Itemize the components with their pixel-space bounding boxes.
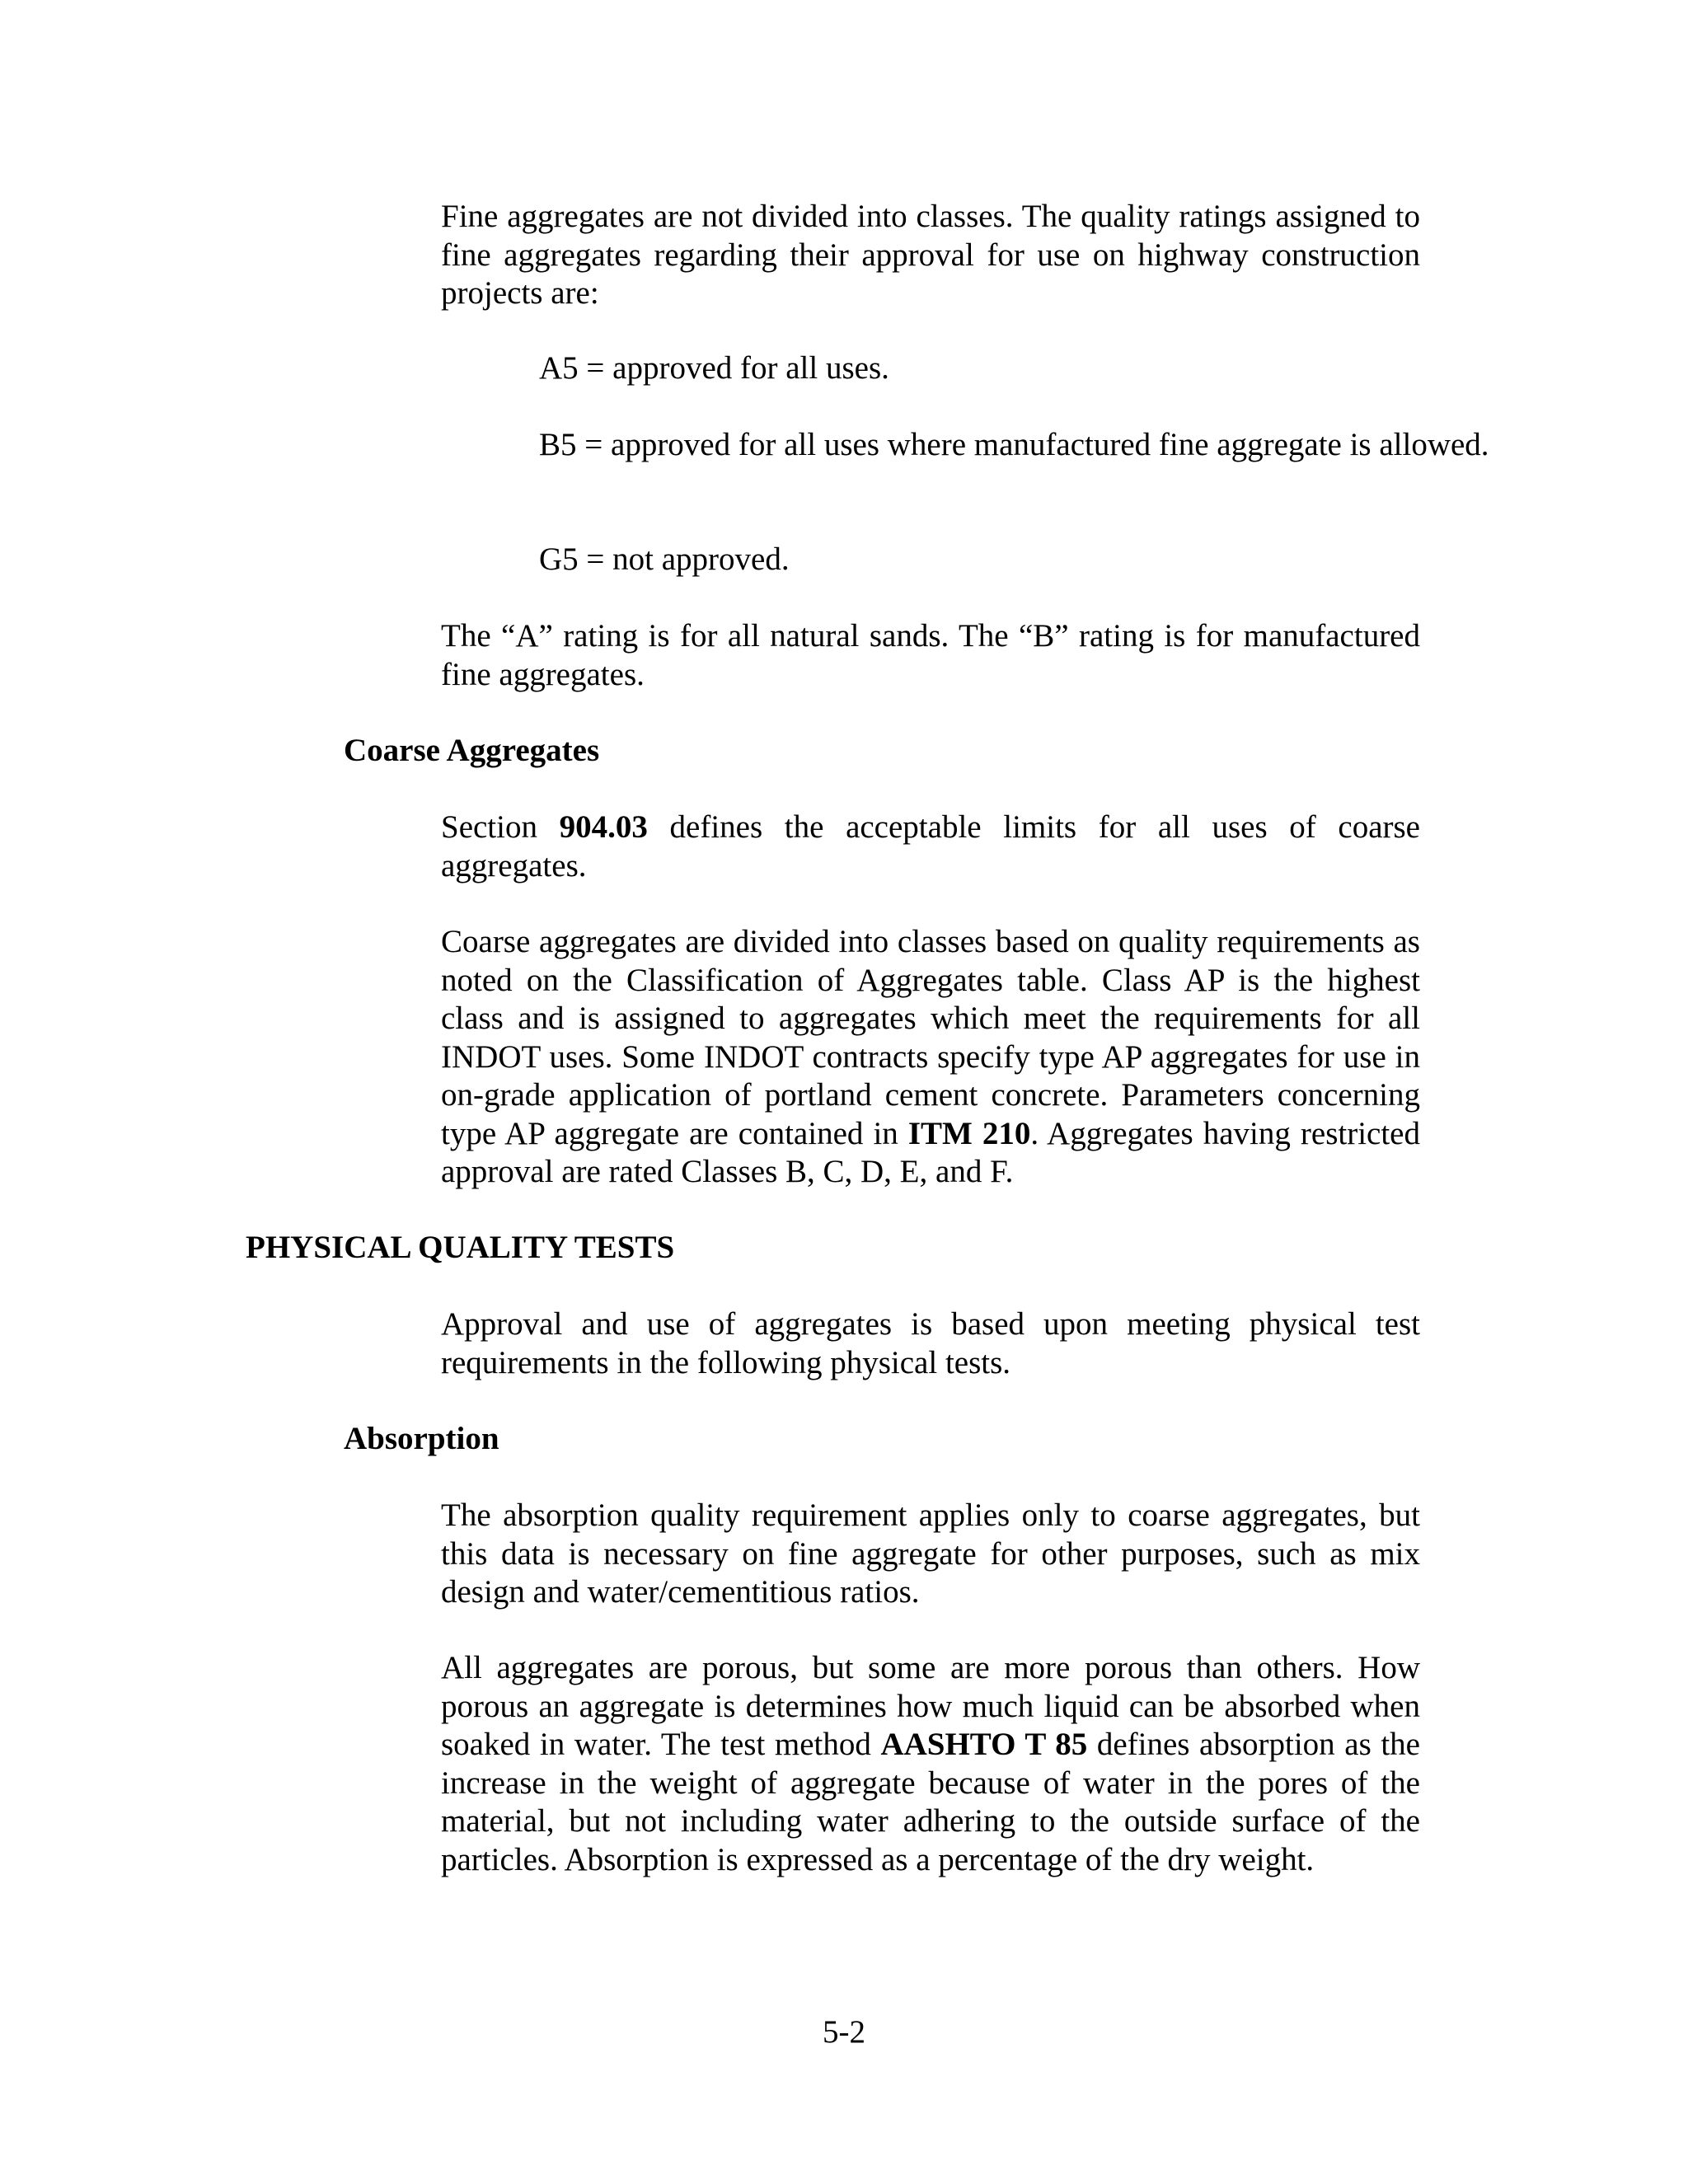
aashto-reference: AASHTO T 85 <box>880 1727 1088 1762</box>
physical-tests-paragraph: Approval and use of aggregates is based upon meeting physical test requirements in the following physical tests. <box>441 1306 1420 1380</box>
itm-reference: ITM 210 <box>907 1115 1031 1151</box>
coarse-paragraph-1 <box>441 808 1420 885</box>
coarse-paragraph-2 <box>441 923 1420 1192</box>
absorption-paragraph-1: The absorption quality requirement applies only to coarse aggregates, but this data is necessary on fine aggregate for other purposes, such as mix design and water/cementitious ratios. <box>441 1497 1420 1610</box>
absorption-p2-text-end: defines absorption as the increase in the weight of aggregate because of water in the pores of the material, but not including water adhering to the outside surface of the particles. Absorption is expressed as a percentage of the dry weight. <box>441 1727 1420 1877</box>
rating-a5: A5 = approved for all uses. <box>539 350 889 386</box>
absorption-p2-text: All aggregates are porous, but some are more porous than others. How porous an aggregate is determines how much liquid can be absorbed when soaked in water. The test method <box>441 1650 1420 1762</box>
physical-quality-tests-heading: PHYSICAL QUALITY TESTS <box>246 1230 675 1265</box>
coarse-aggregates-heading: Coarse Aggregates <box>344 733 600 768</box>
coarse-p2-text-end: . Aggregates having restricted approval are rated Classes B, C, D, E, and F. <box>441 1115 1420 1189</box>
section-number: 904.03 <box>559 809 648 845</box>
absorption-paragraph-2 <box>441 1649 1420 1879</box>
intro-paragraph: Fine aggregates are not divided into classes. The quality ratings assigned to fine aggregates regarding their approval for use on highway construction projects are: <box>441 199 1420 311</box>
page-number: 5-2 <box>823 2014 865 2050</box>
rating-note-paragraph: The “A” rating is for all natural sands. The “B” rating is for manufactured fine aggregates. <box>441 618 1420 692</box>
coarse-p1-text-end: defines the acceptable limits for all uses of coarse aggregates. <box>441 809 1420 883</box>
absorption-heading: Absorption <box>344 1421 499 1456</box>
rating-g5: G5 = not approved. <box>539 541 790 577</box>
coarse-p1-text: Section <box>441 809 560 845</box>
coarse-p2-text: Coarse aggregates are divided into classes based on quality requirements as noted on the Classification of Aggregates table. Class AP is the highest class and is assigned to aggregates which meet the requirements for all INDOT uses. Some INDOT contracts specify type AP aggregates for use in on-grade application of portland cement concrete. Parameters concerning type AP aggregate are contained in <box>441 924 1420 1151</box>
rating-b5: B5 = approved for all uses where manufactured fine aggregate is allowed. <box>539 427 1489 462</box>
